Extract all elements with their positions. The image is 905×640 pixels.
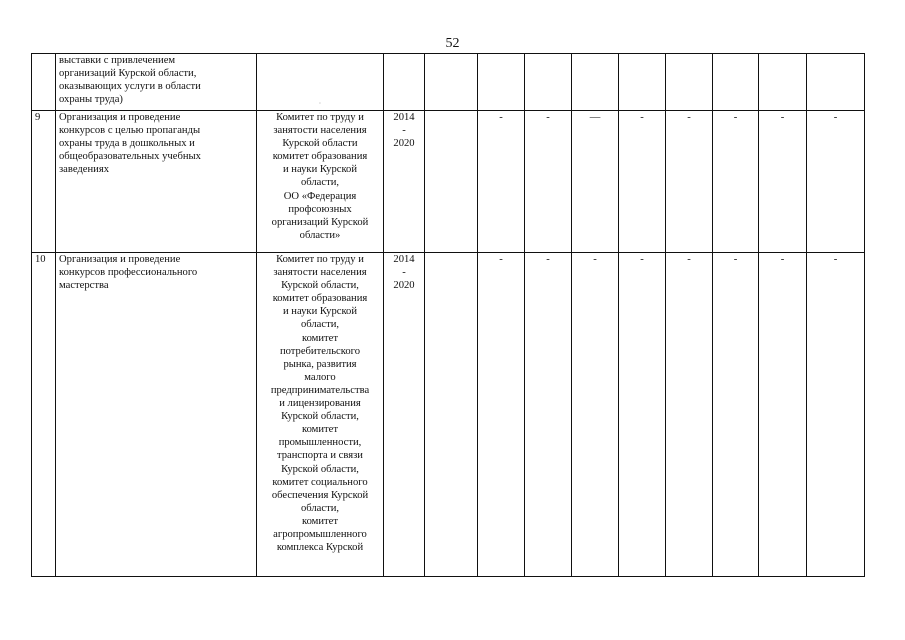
value-cell xyxy=(425,54,478,111)
value-cell xyxy=(572,54,619,111)
value-cell xyxy=(425,253,478,577)
value-cell: - xyxy=(713,253,759,577)
row-number xyxy=(32,54,56,111)
value-cell: - xyxy=(478,253,525,577)
table-row xyxy=(32,54,865,111)
value-cell: - xyxy=(666,111,713,253)
value-cell xyxy=(759,54,807,111)
value-cell: - xyxy=(619,111,666,253)
value-cell: — xyxy=(572,111,619,253)
value-cell: - xyxy=(807,111,865,253)
executors: · xyxy=(257,54,384,111)
value-cell: - xyxy=(759,253,807,577)
value-cell xyxy=(619,54,666,111)
activity-name: выставки с привлечением организаций Курской области, оказывающих услуги в области охраны труда) xyxy=(56,54,257,111)
activity-name: Организация и проведение конкурсов профессионального мастерства xyxy=(56,253,257,577)
value-cell: - xyxy=(572,253,619,577)
value-cell xyxy=(525,54,572,111)
period: 2014 - 2020 xyxy=(384,111,425,253)
value-cell: - xyxy=(619,253,666,577)
table-row xyxy=(32,253,865,577)
activity-name: Организация и проведение конкурсов с целью пропаганды охраны труда в дошкольных и общеобразовательных учебных заведениях xyxy=(56,111,257,253)
period xyxy=(384,54,425,111)
executors: Комитет по труду и занятости населения Курской области комитет образования и науки Курской области, ОО «Федерация профсоюзных организаций Курской области» xyxy=(257,111,384,253)
value-cell xyxy=(425,111,478,253)
executors: Комитет по труду и занятости населения Курской области, комитет образования и науки Курской области, комитет потребительского рынка, развития малого предпринимательства и лицензирования Курской области, комитет промышленности, транспорта и связи Курской области, комитет социального обеспечения Курской области, комитет агропромышленного комплекса Курской xyxy=(257,253,384,577)
value-cell xyxy=(478,54,525,111)
value-cell xyxy=(666,54,713,111)
table-row xyxy=(32,111,865,253)
row-number: 10 xyxy=(32,253,56,577)
period: 2014 - 2020 xyxy=(384,253,425,577)
row-number: 9 xyxy=(32,111,56,253)
value-cell: - xyxy=(525,111,572,253)
value-cell: - xyxy=(807,253,865,577)
program-table xyxy=(31,53,865,577)
value-cell xyxy=(713,54,759,111)
value-cell: - xyxy=(713,111,759,253)
value-cell: - xyxy=(666,253,713,577)
value-cell: - xyxy=(525,253,572,577)
value-cell: - xyxy=(759,111,807,253)
value-cell: - xyxy=(478,111,525,253)
value-cell xyxy=(807,54,865,111)
page-number: 52 xyxy=(445,36,460,51)
